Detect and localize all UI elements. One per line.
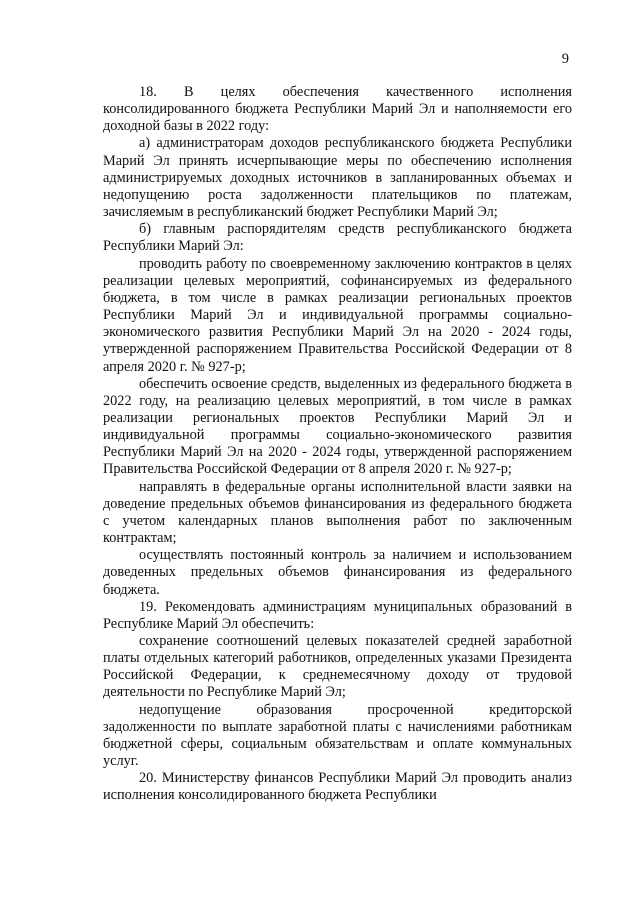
document-body xyxy=(103,84,572,805)
paragraph-20: 20. Министерству финансов Республики Марий Эл проводить анализ исполнения консолидированного бюджета Республики xyxy=(103,770,572,804)
paragraph-requests: направлять в федеральные органы исполнительной власти заявки на доведение предельных объемов финансирования из федерального бюджета с учетом календарных планов выполнения работ по заключенным контрактам; xyxy=(103,478,572,547)
paragraph-salary-ratio: сохранение соотношений целевых показателей средней заработной платы отдельных категорий работников, определенных указами Президента Российской Федерации, к среднемесячному доходу от трудовой деятельности по Республике Марий Эл; xyxy=(103,633,572,701)
paragraph-18-a: а) администраторам доходов республиканского бюджета Республики Марий Эл принять исчерпывающие меры по обеспечению исполнения администрируемых доходных источников в запланированных объемах и недопущению роста задолженности плательщиков по платежам, зачисляемым в республиканский бюджет Республики Марий Эл; xyxy=(103,135,572,221)
paragraph-contracts: проводить работу по своевременному заключению контрактов в целях реализации целевых мероприятий, софинансируемых из федерального бюджета, в том числе в рамках реализации региональных проектов Республики Марий Эл и индивидуальной программы социально-экономического развития Республики Марий Эл на 2020 - 2024 годы, утвержденной распоряжением Правительства Российской Федерации от 8 апреля 2020 г. № 927-р; xyxy=(103,255,572,375)
paragraph-funds-use: обеспечить освоение средств, выделенных из федерального бюджета в 2022 году, на реализацию целевых мероприятий, в том числе в рамках реализации региональных проектов Республики Марий Эл и индивидуальной программы социально-экономического развития Республики Марий Эл на 2020 - 2024 годы, утвержденной распоряжением Правительства Российской Федерации от 8 апреля 2020 г. № 927-р; xyxy=(103,375,572,478)
page-number: 9 xyxy=(561,51,569,67)
paragraph-no-arrears: недопущение образования просроченной кредиторской задолженности по выплате заработной платы с начислениями работникам бюджетной сферы, социальным обязательствам и оплате коммунальных услуг. xyxy=(103,701,572,770)
paragraph-18-intro: 18. В целях обеспечения качественного исполнения консолидированного бюджета Республики Марий Эл и наполняемости его доходной базы в 2022 году: xyxy=(103,84,572,135)
paragraph-19-intro: 19. Рекомендовать администрациям муниципальных образований в Республике Марий Эл обеспечить: xyxy=(103,598,572,632)
paragraph-control: осуществлять постоянный контроль за наличием и использованием доведенных предельных объемов финансирования из федерального бюджета. xyxy=(103,547,572,598)
paragraph-18-b: б) главным распорядителям средств республиканского бюджета Республики Марий Эл: xyxy=(103,221,572,255)
